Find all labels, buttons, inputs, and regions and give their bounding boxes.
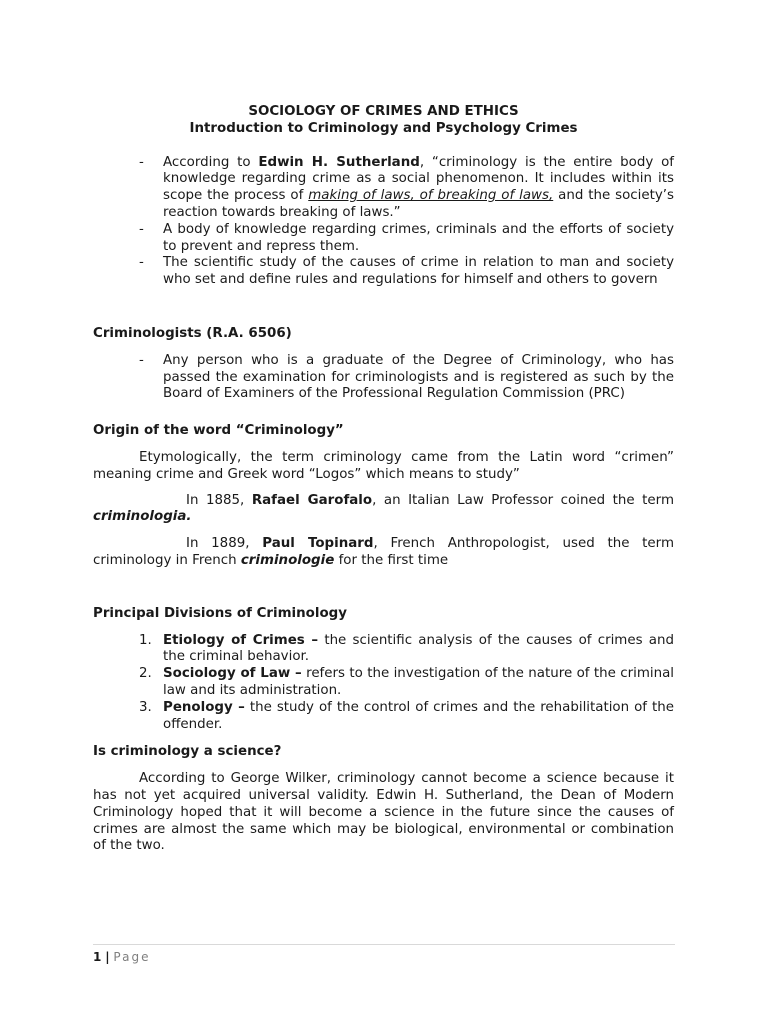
term: criminologia. — [93, 509, 192, 525]
paragraph: Etymologically, the term criminology came from the Latin word “crimen” meaning crime and Greek word “Logos” which means to study” — [93, 449, 674, 482]
definition-list — [93, 155, 674, 289]
person-name: Paul Topinard — [262, 536, 374, 552]
document-page — [93, 104, 674, 855]
page-label: Page — [113, 950, 151, 964]
term: criminologie — [240, 552, 335, 568]
criminologist-list — [93, 353, 674, 403]
paragraph: According to George Wilker, criminology cannot become a science because it has not yet acquired universal validity. Edwin H. Sutherland, the Dean of Modern Criminology hoped that it will become a science in the future since the causes of crimes are almost the same which may be biological, environmental or combination of the two. — [93, 771, 674, 854]
division-term: Penology – — [163, 699, 245, 715]
list-item: 1. Etiology of Crimes – the scientific analysis of the causes of crimes and the criminal behavior. — [139, 632, 674, 665]
list-item: - According to Edwin H. Sutherland, “criminology is the entire body of knowledge regarding crime as a social phenomenon. It includes within its scope the process of making of laws, of breaking of laws, and the society’s reaction towards breaking of laws.” — [139, 154, 674, 220]
section-heading: Is criminology a science? — [93, 744, 282, 760]
list-item: - Any person who is a graduate of the Degree of Criminology, who has passed the examination for criminologists and is registered as such by the Board of Examiners of the Professional Regulation Commission (PRC) — [139, 352, 674, 402]
division-term: Etiology of Crimes – — [163, 632, 319, 648]
document-subtitle: Introduction to Criminology and Psychology Crimes — [189, 120, 578, 136]
list-item: - A body of knowledge regarding crimes, criminals and the efforts of society to prevent and repress them. — [139, 221, 674, 254]
person-name: Rafael Garofalo — [251, 492, 373, 508]
list-item: 2. Sociology of Law – refers to the investigation of the nature of the criminal law and its administration. — [139, 666, 674, 698]
list-item: 3. Penology – the study of the control of crimes and the rehabilitation of the offender. — [139, 699, 675, 732]
page-number: 1 — [93, 950, 102, 964]
dash-marker: - — [139, 221, 144, 237]
division-term: Sociology of Law – — [163, 666, 302, 682]
emphasized-phrase: making of laws, of breaking of laws, — [308, 188, 554, 204]
section-heading: Criminologists (R.A. 6506) — [93, 325, 292, 341]
paragraph: In 1885, Rafael Garofalo, an Italian Law Professor coined the term criminologia. — [93, 492, 674, 525]
divisions-list — [93, 633, 674, 734]
author-name: Edwin H. Sutherland — [258, 154, 420, 170]
document-title: SOCIOLOGY OF CRIMES AND ETHICS — [248, 104, 519, 119]
dash-marker: - — [139, 352, 144, 368]
section-heading: Origin of the word “Criminology” — [93, 423, 344, 439]
paragraph: In 1889, Paul Topinard, French Anthropologist, used the term criminology in French criminologie for the first time — [93, 536, 674, 568]
item-number: 1. — [139, 632, 152, 648]
item-number: 3. — [139, 699, 152, 715]
section-heading: Principal Divisions of Criminology — [93, 605, 347, 621]
dash-marker: - — [139, 255, 144, 271]
list-item: - The scientific study of the causes of crime in relation to man and society who set and define rules and regulations for himself and others to govern — [139, 255, 674, 288]
page-footer — [93, 944, 675, 966]
item-number: 2. — [139, 666, 152, 682]
dash-marker: - — [139, 154, 144, 170]
footer-separator: | — [105, 950, 110, 964]
